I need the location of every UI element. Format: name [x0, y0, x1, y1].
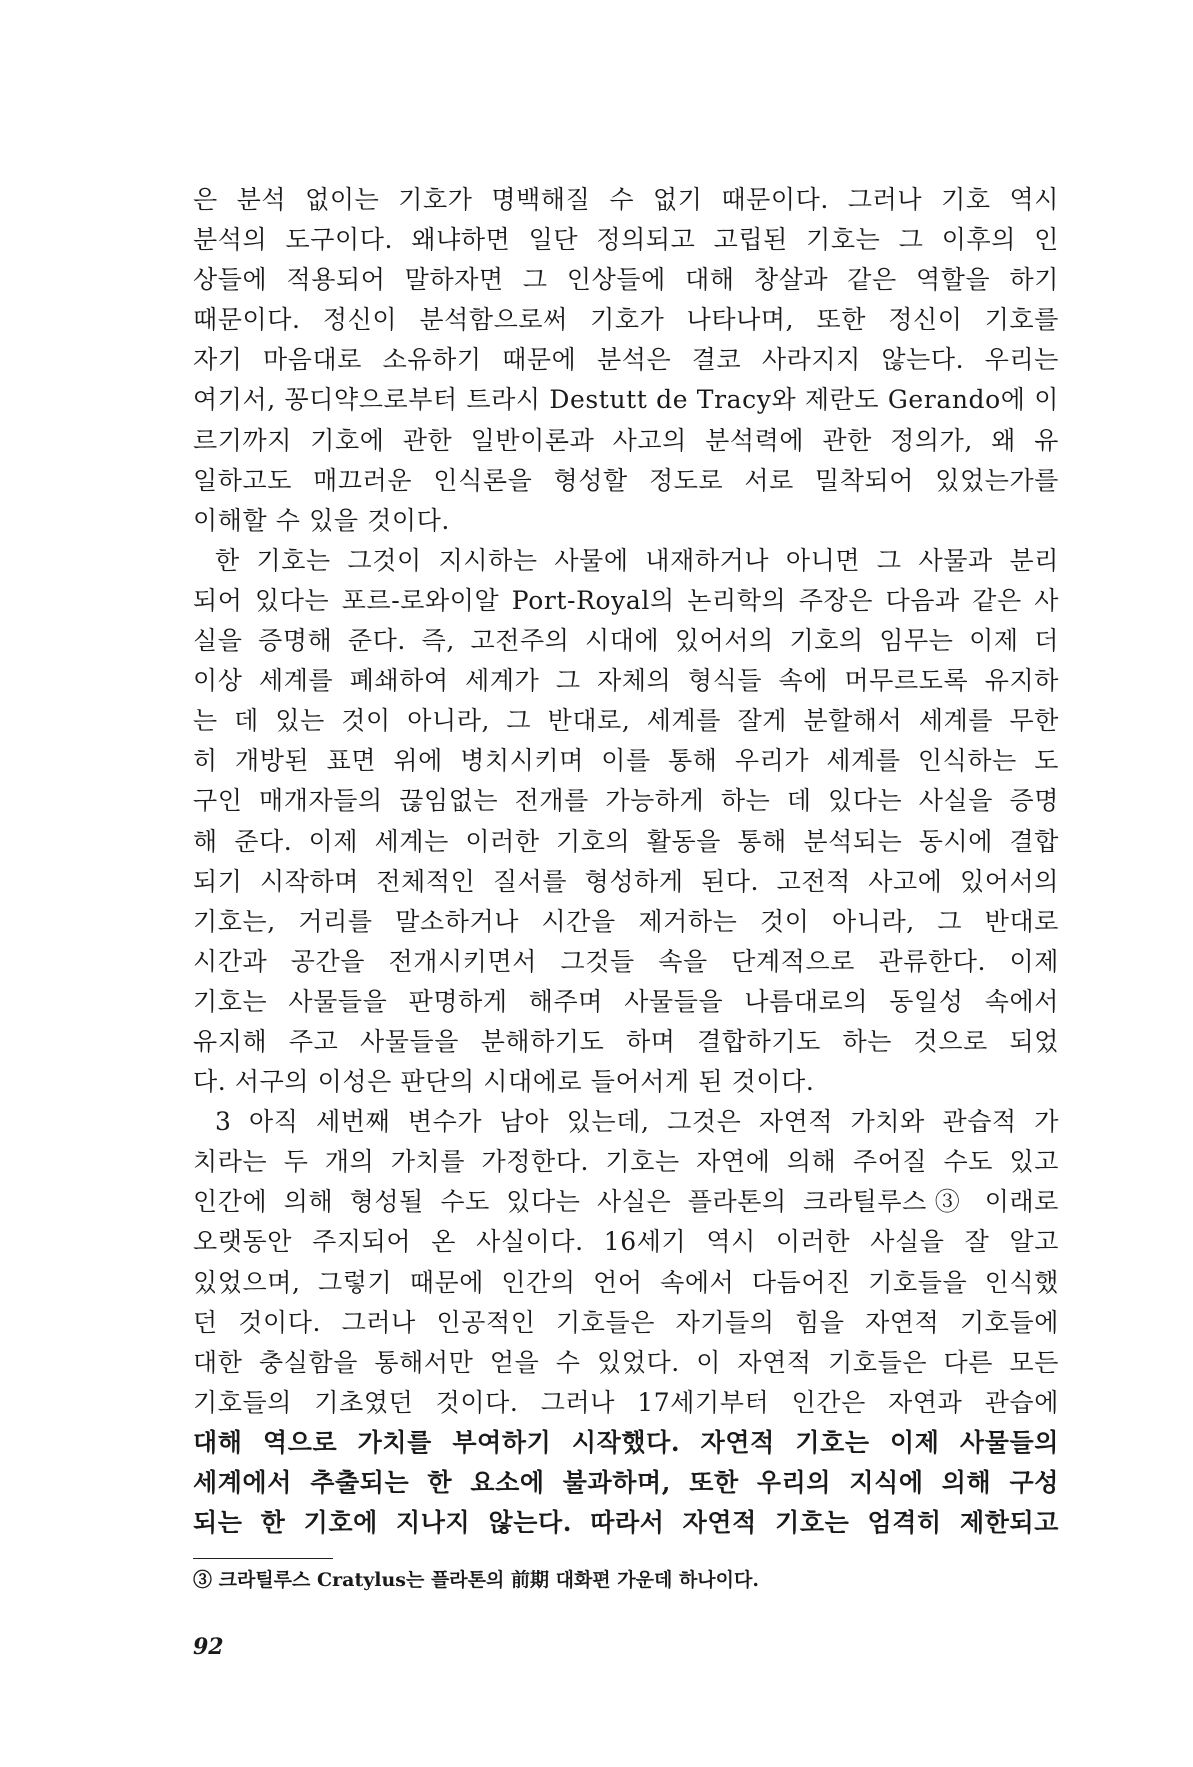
- text-line: 해 준다. 이제 세계는 이러한 기호의 활동을 통해 분석되는 동시에 결합: [193, 826, 1059, 856]
- text-line: 르기까지 기호에 관한 일반이론과 사고의 분석력에 관한 정의가, 왜 유: [193, 425, 1059, 455]
- footnote: ③ 크라틸루스 Cratylus는 플라톤의 前期 대화편 가운데 하나이다.: [193, 1569, 759, 1591]
- text-line: 기호들의 기초였던 것이다. 그러나 17세기부터 인간은 자연과 관습에: [193, 1387, 1059, 1417]
- text-line: 유지해 주고 사물들을 분해하기도 하며 결합하기도 하는 것으로 되었: [193, 1026, 1059, 1056]
- page-number: 92: [193, 1634, 224, 1660]
- text-line: 대해 역으로 가치를 부여하기 시작했다. 자연적 기호는 이제 사물들의: [193, 1427, 1059, 1457]
- text-line: 되어 있다는 포르-로와이알 Port-Royal의 논리학의 주장은 다음과 같은 사: [193, 585, 1059, 615]
- text-line: 일하고도 매끄러운 인식론을 형성할 정도로 서로 밀착되어 있었는가를: [193, 465, 1059, 495]
- text-line: 인간에 의해 형성될 수도 있다는 사실은 플라톤의 크라틸루스③ 이래로: [193, 1187, 1059, 1217]
- text-line: 상들에 적용되어 말하자면 그 인상들에 대해 창살과 같은 역할을 하기: [193, 265, 1059, 295]
- text-line: 기호는, 거리를 말소하거나 시간을 제거하는 것이 아니라, 그 반대로: [193, 906, 1059, 936]
- text-line: 치라는 두 개의 가치를 가정한다. 기호는 자연에 의해 주어질 수도 있고: [193, 1147, 1059, 1177]
- text-line: 오랫동안 주지되어 온 사실이다. 16세기 역시 이러한 사실을 잘 알고: [193, 1227, 1059, 1257]
- text-line: 분석의 도구이다. 왜냐하면 일단 정의되고 고립된 기호는 그 이후의 인: [193, 225, 1059, 255]
- text-line: 있었으며, 그렇기 때문에 인간의 언어 속에서 다듬어진 기호들을 인식했: [193, 1267, 1059, 1297]
- text-line: 되기 시작하며 전체적인 질서를 형성하게 된다. 고전적 사고에 있어서의: [193, 866, 1059, 896]
- footnote-rule: [193, 1558, 333, 1559]
- text-line: 던 것이다. 그러나 인공적인 기호들은 자기들의 힘을 자연적 기호들에: [193, 1307, 1059, 1337]
- body-text: [193, 180, 1059, 1543]
- text-line: 때문이다. 정신이 분석함으로써 기호가 나타나며, 또한 정신이 기호를: [193, 305, 1059, 335]
- text-line: 되는 한 기호에 지나지 않는다. 따라서 자연적 기호는 엄격히 제한되고: [193, 1508, 1059, 1538]
- text-line: 여기서, 꽁디약으로부터 트라시 Destutt de Tracy와 제란도 Gerando에 이: [193, 385, 1059, 415]
- text-line: 이해할 수 있을 것이다.: [193, 505, 450, 535]
- text-line: 구인 매개자들의 끊임없는 전개를 가능하게 하는 데 있다는 사실을 증명: [193, 786, 1059, 816]
- text-line: 히 개방된 표면 위에 병치시키며 이를 통해 우리가 세계를 인식하는 도: [193, 746, 1059, 776]
- text-line: 은 분석 없이는 기호가 명백해질 수 없기 때문이다. 그러나 기호 역시: [193, 185, 1059, 214]
- text-line: 다. 서구의 이성은 판단의 시대에로 들어서게 된 것이다.: [193, 1067, 815, 1097]
- text-line: 시간과 공간을 전개시키면서 그것들 속을 단계적으로 관류한다. 이제: [193, 946, 1059, 976]
- paragraph-first-line: 한 기호는 그것이 지시하는 사물에 내재하거나 아니면 그 사물과 분리: [215, 545, 1059, 575]
- text-line: 대한 충실함을 통해서만 얻을 수 있었다. 이 자연적 기호들은 다른 모든: [193, 1347, 1059, 1377]
- text-line: 실을 증명해 준다. 즉, 고전주의 시대에 있어서의 기호의 임무는 이제 더: [193, 626, 1059, 656]
- text-line: 기호는 사물들을 판명하게 해주며 사물들을 나름대로의 동일성 속에서: [193, 986, 1059, 1016]
- text-line: 이상 세계를 폐쇄하여 세계가 그 자체의 형식들 속에 머무르도록 유지하: [193, 666, 1059, 696]
- paragraph-first-line: 3 아직 세번째 변수가 남아 있는데, 그것은 자연적 가치와 관습적 가: [215, 1107, 1059, 1137]
- text-line: 세계에서 추출되는 한 요소에 불과하며, 또한 우리의 지식에 의해 구성: [193, 1468, 1059, 1497]
- text-line: 자기 마음대로 소유하기 때문에 분석은 결코 사라지지 않는다. 우리는: [193, 345, 1059, 375]
- text-line: 는 데 있는 것이 아니라, 그 반대로, 세계를 잘게 분할해서 세계를 무한: [193, 706, 1059, 736]
